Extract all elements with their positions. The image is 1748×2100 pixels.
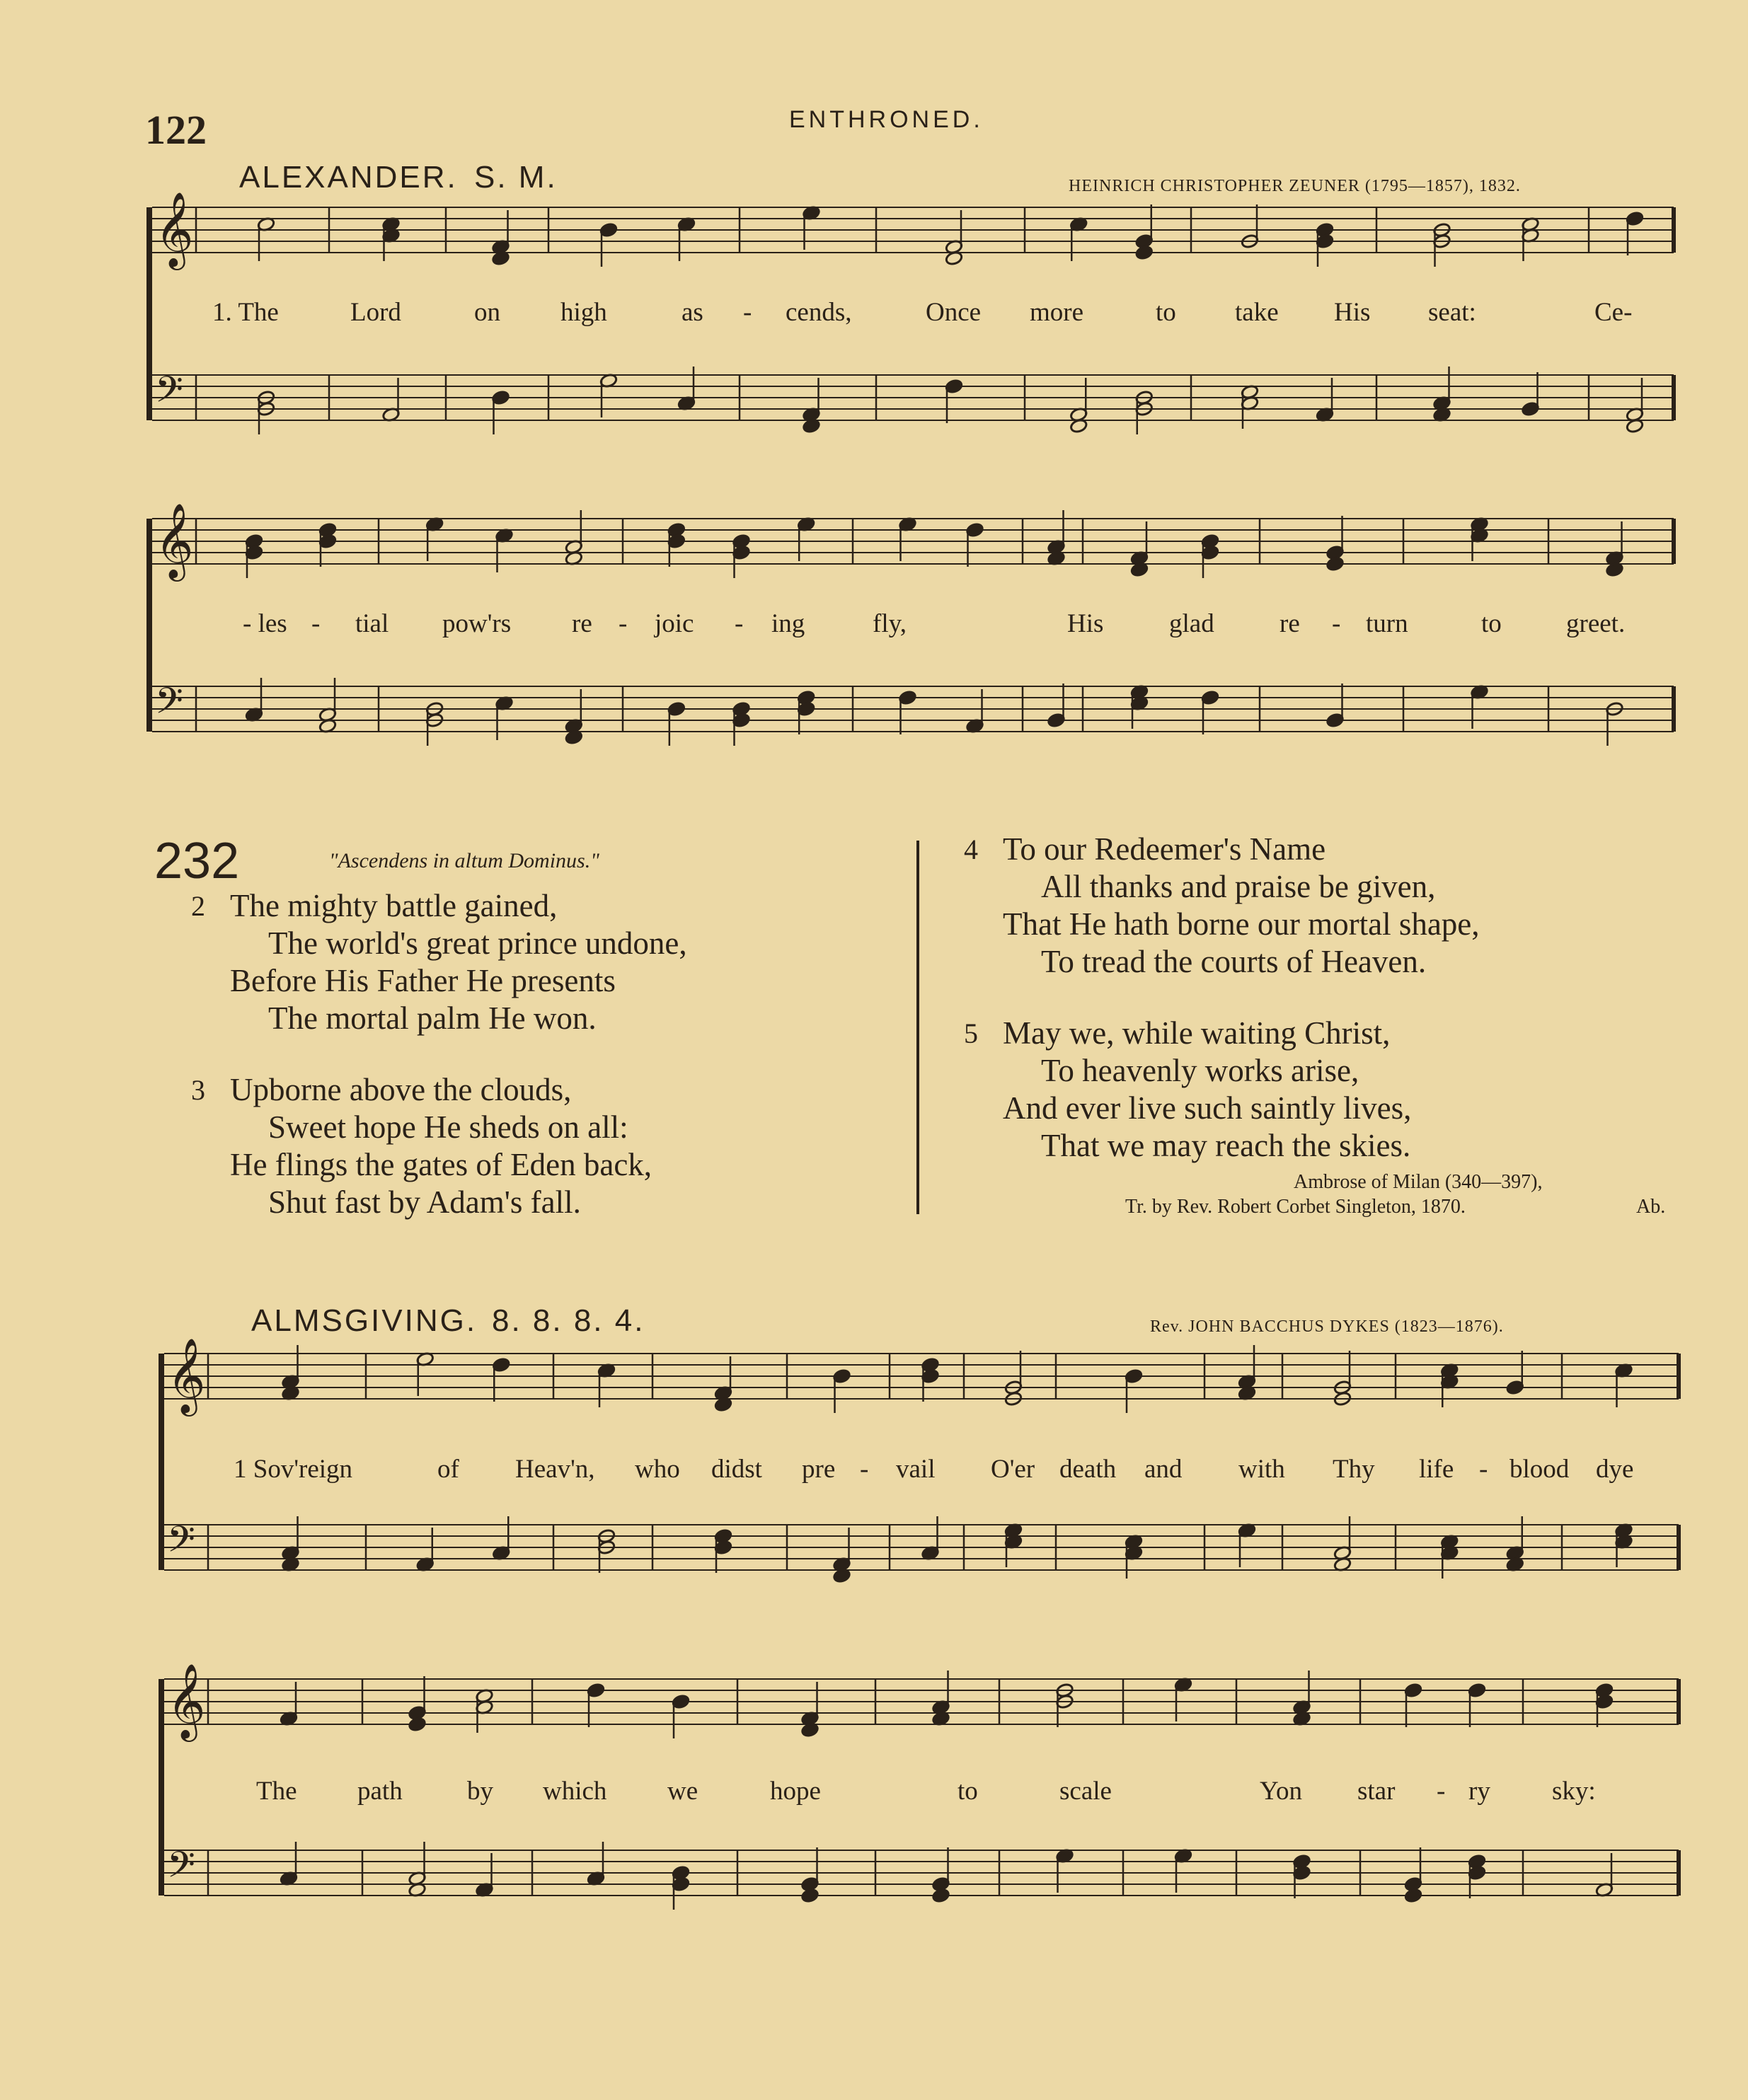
lyric: path: [357, 1777, 403, 1806]
lyric: vail: [896, 1455, 936, 1484]
lyric: on: [474, 298, 500, 327]
treble-clef-icon: 𝄞: [155, 191, 194, 267]
stanza-line: That He hath borne our mortal shape,: [1003, 906, 1480, 942]
lyric: by: [467, 1777, 493, 1806]
lyric: didst: [711, 1455, 762, 1484]
lyric: - les: [243, 609, 287, 638]
lyric: blood: [1510, 1455, 1570, 1484]
stanza-4: [964, 831, 1480, 981]
column-divider: [916, 841, 919, 1214]
lyric: with: [1238, 1455, 1285, 1484]
lyric: 1 Sov'reign: [234, 1455, 353, 1484]
lyric: to: [1481, 609, 1502, 638]
lyric: joic: [655, 609, 694, 638]
lyric: Yon: [1260, 1777, 1303, 1806]
treble-clef-icon: 𝄞: [167, 1337, 206, 1413]
lyric: -: [619, 609, 628, 638]
lyric: -: [860, 1455, 869, 1484]
lyric: as: [682, 298, 703, 327]
stanza-line: May we, while waiting Christ,: [1003, 1015, 1391, 1051]
bass-clef-icon: 𝄢: [167, 1843, 195, 1895]
lyric: Thy: [1333, 1455, 1375, 1484]
running-head: ENTHRONED.: [789, 106, 984, 133]
lyric: star: [1357, 1777, 1396, 1806]
stanza-line: The world's great prince undone,: [268, 925, 687, 961]
lyric: ry: [1468, 1777, 1490, 1806]
lyric: and: [1144, 1455, 1183, 1484]
lyric: life: [1419, 1455, 1454, 1484]
lyric: more: [1030, 298, 1084, 327]
stanza-number: 5: [964, 1017, 978, 1049]
stanza-2: [191, 887, 687, 1037]
latin-title: "Ascendens in altum Dominus.": [329, 849, 599, 872]
lyric: re: [1280, 609, 1300, 638]
composer-alexander: HEINRICH CHRISTOPHER ZEUNER (1795—1857), 1832.: [1069, 177, 1521, 195]
stanza-line: That we may reach the skies.: [1041, 1128, 1411, 1163]
stanza-3: [191, 1071, 652, 1221]
lyric: which: [543, 1777, 607, 1806]
lyric: take: [1235, 298, 1279, 327]
lyric: -: [1437, 1777, 1446, 1806]
lyric: turn: [1366, 609, 1408, 638]
stanza-number: 4: [964, 833, 978, 865]
lyric: pre: [802, 1455, 836, 1484]
stanza-line: Sweet hope He sheds on all:: [268, 1109, 628, 1145]
lyric: of: [437, 1455, 459, 1484]
lyric: -: [1332, 609, 1341, 638]
lyric: scale: [1059, 1777, 1112, 1806]
credit-abridged: Ab.: [1636, 1196, 1666, 1218]
stanza-line: To heavenly works arise,: [1041, 1053, 1359, 1088]
lyric: pow'rs: [442, 609, 512, 638]
treble-clef-icon: 𝄞: [167, 1663, 206, 1738]
lyric: seat:: [1428, 298, 1476, 327]
note-head: [1326, 556, 1345, 572]
bass-clef-icon: 𝄢: [155, 368, 183, 420]
tune-meter-alexander: S. M.: [474, 160, 558, 195]
lyric: Ce-: [1594, 298, 1633, 327]
lyric: O'er: [991, 1455, 1035, 1484]
lyric: -: [735, 609, 744, 638]
stanza-line: To our Redeemer's Name: [1003, 831, 1326, 867]
lyric: tial: [355, 609, 389, 638]
lyric: glad: [1169, 609, 1214, 638]
stanza-5: [964, 1015, 1412, 1165]
lyric: Once: [926, 298, 982, 327]
stanza-line: All thanks and praise be given,: [1041, 869, 1436, 904]
credit-translator: Tr. by Rev. Robert Corbet Singleton, 1870.: [1125, 1196, 1466, 1218]
lyric: who: [635, 1455, 680, 1484]
lyric: The: [256, 1777, 297, 1806]
lyric: re: [572, 609, 592, 638]
lyric: to: [958, 1777, 978, 1806]
lyric: -: [1479, 1455, 1488, 1484]
lyric: fly,: [873, 609, 907, 638]
stanza-number: 2: [191, 890, 205, 922]
lyric: -: [311, 609, 321, 638]
lyric: death: [1059, 1455, 1117, 1484]
lyric: hope: [770, 1777, 821, 1806]
composer-almsgiving: Rev. JOHN BACCHUS DYKES (1823—1876).: [1150, 1317, 1504, 1336]
hymn-number: 232: [154, 833, 240, 889]
lyric: dye: [1596, 1455, 1634, 1484]
tune-title-alexander: ALEXANDER.: [239, 160, 458, 195]
stanza-line: Shut fast by Adam's fall.: [268, 1184, 581, 1220]
stanza-line: The mortal palm He won.: [268, 1000, 597, 1036]
stanza-line: And ever live such saintly lives,: [1003, 1090, 1412, 1126]
tune-title-almsgiving: ALMSGIVING.: [251, 1303, 478, 1338]
note-head: [1135, 245, 1154, 260]
treble-clef-icon: 𝄞: [155, 502, 194, 578]
stanza-line: The mighty battle gained,: [230, 888, 558, 923]
note-head: [801, 1888, 820, 1903]
lyric: Lord: [350, 298, 401, 327]
stanza-line: He flings the gates of Eden back,: [230, 1147, 652, 1182]
tune-meter-almsgiving: 8. 8. 8. 4.: [492, 1303, 645, 1338]
lyric: -: [743, 298, 752, 327]
lyric: Heav'n,: [515, 1455, 595, 1484]
stanza-line: Before His Father He presents: [230, 963, 616, 998]
lyric: 1. The: [212, 298, 279, 327]
lyric: greet.: [1566, 609, 1626, 638]
lyric: His: [1067, 609, 1104, 638]
stanza-line: Upborne above the clouds,: [230, 1072, 572, 1107]
lyric: we: [667, 1777, 698, 1806]
note-head: [408, 1717, 427, 1732]
lyric: His: [1334, 298, 1371, 327]
bass-clef-icon: 𝄢: [155, 679, 183, 731]
note-head: [1404, 1888, 1422, 1903]
note-head: [932, 1888, 950, 1903]
page-number: 122: [145, 107, 207, 153]
credit-author: Ambrose of Milan (340—397),: [1294, 1171, 1543, 1193]
lyric: ing: [771, 609, 805, 638]
stanza-number: 3: [191, 1074, 205, 1106]
bass-clef-icon: 𝄢: [167, 1518, 195, 1569]
stanza-line: To tread the courts of Heaven.: [1041, 944, 1427, 979]
lyric: to: [1156, 298, 1176, 327]
lyric: cends,: [786, 298, 852, 327]
lyric: sky:: [1552, 1777, 1596, 1806]
lyric: high: [560, 298, 607, 327]
